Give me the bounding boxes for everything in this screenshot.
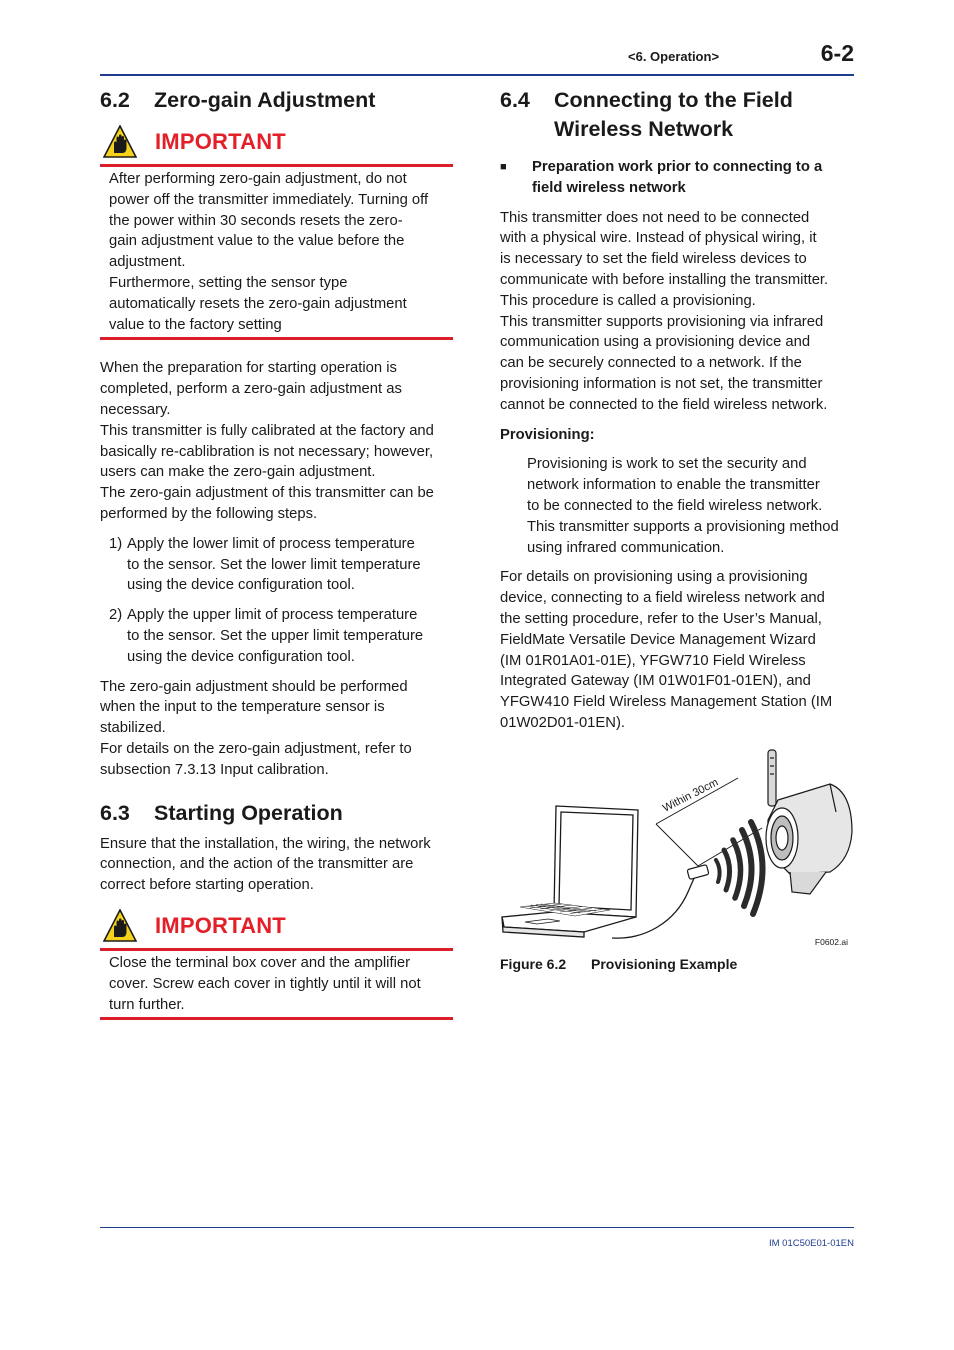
infrared-waves (716, 822, 763, 914)
section-number: 6.4 (500, 88, 530, 112)
body-line: can be securely connected to a network. If the (500, 355, 802, 372)
important-line: Close the terminal box cover and the amplifier (109, 954, 411, 971)
important-header (100, 122, 453, 162)
important-box (100, 948, 453, 1020)
body-line: using infrared communication. (527, 539, 725, 556)
important-line: power off the transmitter immediately. Turning off (109, 191, 429, 208)
body-line: 01W02D01-01EN). (500, 714, 626, 731)
body-line: basically re-cablibration is not necessary; however, (100, 443, 434, 460)
provisioning-label: Provisioning: (500, 426, 595, 443)
page-number: 6-2 (820, 40, 854, 66)
provisioning-illustration (500, 742, 854, 954)
body-line: For details on provisioning using a provisioning (500, 569, 808, 586)
important-title: IMPORTANT (155, 129, 286, 154)
section-number: 6.3 (100, 800, 130, 825)
body-line: The zero-gain adjustment should be performed (100, 678, 408, 695)
step-line: to the sensor. Set the upper limit temperature (127, 627, 424, 644)
warning-hand-icon (103, 909, 137, 943)
section-title-line: Wireless Network (554, 117, 734, 141)
body-line: completed, perform a zero-gain adjustment as (100, 381, 402, 398)
figure-file-id: F0602.ai (814, 936, 848, 947)
footer-doc-number: IM 01C50E01-01EN (768, 1238, 854, 1249)
body-line: Provisioning is work to set the security and (527, 456, 807, 473)
section-6-4-body (500, 208, 854, 416)
section-6-3-heading (100, 799, 453, 828)
important-title: IMPORTANT (155, 912, 286, 938)
step-line: Apply the upper limit of process temperature (127, 607, 418, 624)
body-line: necessary. (100, 401, 171, 418)
body-line: with a physical wire. Instead of physical wiring, it (500, 230, 817, 247)
important-line: the power within 30 seconds resets the zero- (109, 212, 403, 229)
body-line: Integrated Gateway (IM 01W01F01-01EN), and (500, 673, 811, 690)
subheading-bullet (500, 157, 854, 199)
step-line: using the device configuration tool. (127, 648, 355, 665)
important-line: turn further. (109, 996, 185, 1013)
bullet-line: Preparation work prior to connecting to a (532, 159, 823, 175)
figure-caption (500, 956, 854, 972)
body-line: The zero-gain adjustment of this transmitter can be (100, 485, 434, 502)
important-line: cover. Screw each cover in tightly until it will not (109, 975, 421, 992)
header-rule (100, 74, 854, 76)
body-line: (IM 01R01A01-01E), YFGW710 Field Wireless (500, 652, 806, 669)
body-line: communication using a provisioning device and (500, 334, 811, 351)
body-line: to be connected to the field wireless network. (527, 497, 823, 514)
section-title: Starting Operation (154, 800, 343, 825)
body-line: performed by the following steps. (100, 505, 318, 522)
section-title-line: Connecting to the Field (554, 88, 793, 112)
important-line: gain adjustment value to the value before the (109, 233, 405, 250)
body-line: Ensure that the installation, the wiring, the network (100, 835, 431, 852)
important-notice-2 (100, 906, 453, 1020)
section-6-2-body (100, 358, 453, 524)
body-line: device, connecting to a field wireless network and (500, 590, 825, 607)
details-paragraph (500, 567, 854, 733)
body-line: This procedure is called a provisioning. (500, 292, 756, 309)
body-line: This transmitter supports provisioning via infrared (500, 313, 824, 330)
body-line: When the preparation for starting operation is (100, 360, 397, 377)
ir-adapter-illustration (687, 864, 709, 879)
section-6-2-after (100, 677, 453, 781)
figure-caption-text: Provisioning Example (591, 955, 738, 972)
section-title: Zero-gain Adjustment (154, 88, 376, 112)
important-line: automatically resets the zero-gain adjustment (109, 295, 407, 312)
body-line: is necessary to set the field wireless devices to (500, 251, 807, 268)
step-1 (100, 534, 453, 596)
body-line: subsection 7.3.13 Input calibration. (100, 761, 329, 778)
body-line: network information to enable the transmitter (527, 477, 820, 494)
transmitter-illustration (766, 750, 852, 894)
square-bullet-icon: ■ (500, 161, 507, 173)
body-line: cannot be connected to the field wireless network. (500, 396, 828, 413)
right-column (500, 86, 854, 972)
warning-hand-icon (103, 125, 137, 159)
important-line: Furthermore, setting the sensor type (109, 274, 348, 291)
body-line: connection, and the action of the transmitter are (100, 856, 414, 873)
important-box (100, 164, 453, 340)
distance-label: Within 30cm (660, 776, 721, 815)
body-line: when the input to the temperature sensor is (100, 699, 385, 716)
laptop-illustration (502, 806, 638, 937)
body-line: This transmitter supports a provisioning method (527, 518, 839, 535)
body-line: communicate with before installing the transmitter. (500, 271, 829, 288)
important-notice-1 (100, 122, 453, 340)
step-number: 1) (109, 535, 123, 552)
important-line: value to the factory setting (109, 316, 282, 333)
section-6-3-body (100, 834, 453, 896)
bullet-line: field wireless network (532, 179, 686, 196)
provisioning-definition (500, 454, 854, 558)
step-line: using the device configuration tool. (127, 577, 355, 594)
figure-caption-label: Figure 6.2 (500, 955, 567, 972)
step-line: Apply the lower limit of process temperature (127, 535, 415, 552)
body-line: For details on the zero-gain adjustment, refer to (100, 740, 412, 757)
step-line: to the sensor. Set the lower limit temperature (127, 556, 421, 573)
body-line: users can make the zero-gain adjustment. (100, 464, 376, 481)
step-number: 2) (109, 607, 123, 624)
section-number: 6.2 (100, 88, 130, 112)
step-2 (100, 605, 453, 667)
body-line: the setting procedure, refer to the User’s Manual, (500, 610, 822, 627)
body-line: correct before starting operation. (100, 877, 314, 894)
body-line: This transmitter does not need to be connected (500, 209, 810, 226)
body-line: FieldMate Versatile Device Management Wizard (500, 631, 816, 648)
footer-rule (100, 1227, 854, 1228)
important-line: After performing zero-gain adjustment, do not (109, 171, 407, 187)
body-line: provisioning information is not set, the transmitter (500, 375, 823, 392)
body-line: YFGW410 Field Wireless Management Station (IM (500, 694, 833, 711)
section-6-2-heading (100, 86, 453, 115)
body-line: stabilized. (100, 720, 166, 737)
important-header (100, 906, 453, 946)
provisioning-figure (500, 742, 854, 954)
left-column (100, 86, 453, 1020)
body-line: This transmitter is fully calibrated at the factory and (100, 422, 434, 439)
distance-line (656, 824, 698, 866)
header-section-ref: <6. Operation> (628, 49, 720, 64)
important-line: adjustment. (109, 254, 186, 271)
section-6-4-heading (500, 86, 854, 144)
